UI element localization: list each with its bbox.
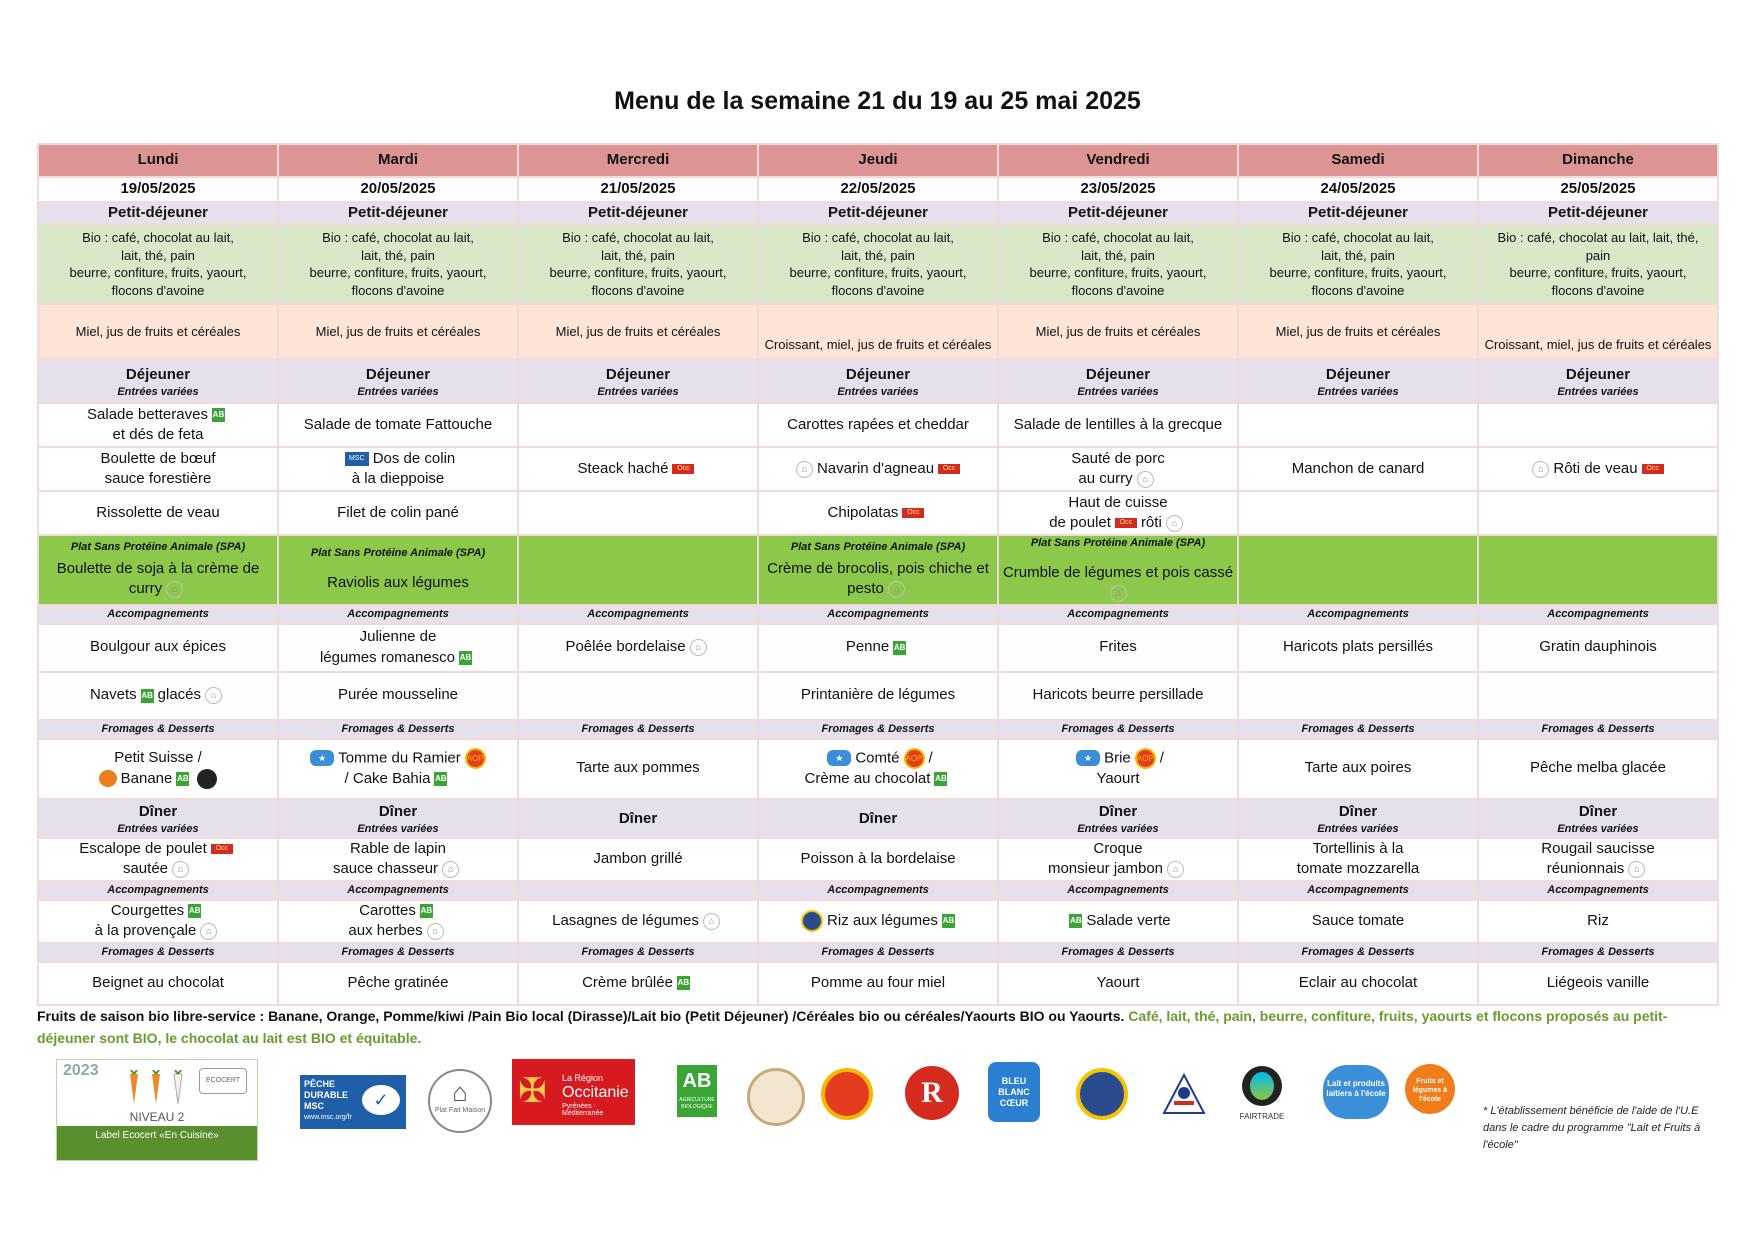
day-date: 19/05/2025	[38, 177, 278, 202]
dinner-sides-label: Accompagnements	[758, 881, 998, 900]
dinner-desserts-label: Fromages & Desserts	[1478, 943, 1718, 962]
footer-green-text: Café, lait, thé, pain, beurre, confiture, fruits, yaourts et flocons proposés au petit-déjeuner sont BIO, le chocolat au lait est BIO et équitable.	[37, 1008, 1668, 1046]
side-dish: Purée mousseline	[278, 672, 518, 720]
breakfast-bio: Bio : café, chocolat au lait, lait, thé, pain beurre, confiture, fruits, yaourt, flocons d'avoine	[1478, 224, 1718, 304]
sides-label: Accompagnements	[38, 605, 278, 624]
day-date: 20/05/2025	[278, 177, 518, 202]
lunch-header	[518, 359, 758, 403]
desserts-label: Fromages & Desserts	[1238, 720, 1478, 739]
dinner-desserts-label: Fromages & Desserts	[758, 943, 998, 962]
dinner-desserts-label: Fromages & Desserts	[518, 943, 758, 962]
ecocert-label: Label Ecocert «En Cuisine»	[57, 1126, 257, 1160]
lunch-main: Manchon de canard	[1238, 447, 1478, 491]
side-dish: Gratin dauphinois	[1478, 624, 1718, 672]
lunch-main2-empty	[1478, 491, 1718, 535]
day-date: 22/05/2025	[758, 177, 998, 202]
desserts-label: Fromages & Desserts	[278, 720, 518, 739]
entrees-label: Entrées variées	[837, 385, 919, 398]
breakfast-bio: Bio : café, chocolat au lait, lait, thé, pain beurre, confiture, fruits, yaourt, flocons d'avoine	[518, 224, 758, 304]
fait-maison-icon: ⌂	[888, 581, 905, 598]
dinner-entree: Rougail saucisse réunionnais ⌂	[1478, 838, 1718, 881]
day-name: Samedi	[1238, 144, 1478, 177]
fait-maison-icon: ⌂	[690, 639, 707, 656]
lunch-entree-row	[38, 403, 1718, 447]
dinner-entrees-label: Entrées variées	[357, 822, 439, 835]
dinner-dessert: Crème brûlée AB	[518, 962, 758, 1005]
fairtrade-icon	[197, 769, 217, 789]
lunch-main2-row	[38, 491, 1718, 535]
side-dish: Printanière de légumes	[758, 672, 998, 720]
fait-maison-icon: ⌂	[442, 861, 459, 878]
breakfast-title: Petit-déjeuner	[518, 202, 758, 224]
aop-logo	[821, 1068, 873, 1120]
sides-label: Accompagnements	[518, 605, 758, 624]
breakfast-bio: Bio : café, chocolat au lait, lait, thé, pain beurre, confiture, fruits, yaourt, flocons d'avoine	[998, 224, 1238, 304]
dinner-entrees-label: Entrées variées	[1077, 822, 1159, 835]
label-seal-logo	[747, 1068, 805, 1126]
occitanie-region-icon: Occ	[672, 464, 694, 474]
lunch-main2: Haut de cuisse de poulet Occ rôti ⌂	[998, 491, 1238, 535]
rooster-icon	[1160, 1073, 1208, 1115]
dinner-title: Dîner	[618, 810, 658, 828]
spa-row	[38, 535, 1718, 604]
breakfast-extra: Miel, jus de fruits et céréales	[1238, 304, 1478, 359]
occitanie-cross-icon: ✠	[518, 1072, 547, 1110]
bleu-blanc-coeur-logo: BLEU BLANC CŒUR	[988, 1062, 1040, 1122]
desserts-label: Fromages & Desserts	[518, 720, 758, 739]
lait-ecole-icon: ★	[310, 750, 334, 766]
day-date: 25/05/2025	[1478, 177, 1718, 202]
lunch-main: MSC Dos de colin à la dieppoise	[278, 447, 518, 491]
dinner-side: Sauce tomate	[1238, 900, 1478, 943]
sides-label: Accompagnements	[758, 605, 998, 624]
breakfast-extra: Miel, jus de fruits et céréales	[38, 304, 278, 359]
spa-cell: Plat Sans Protéine Animale (SPA) Crème de brocolis, pois chiche et pesto ⌂	[758, 535, 998, 604]
dinner-sides-label-row	[38, 881, 1718, 900]
spa-cell-empty	[1478, 535, 1718, 604]
lunch-main: Steack haché Occ	[518, 447, 758, 491]
dinner-entree: Croque monsieur jambon ⌂	[998, 838, 1238, 881]
lunch-entree: Salade de lentilles à la grecque	[998, 403, 1238, 447]
ab-organic-icon: AB	[434, 772, 447, 786]
spa-cell-empty	[518, 535, 758, 604]
dinner-entrees-label: Entrées variées	[1317, 822, 1399, 835]
breakfast-extra: Croissant, miel, jus de fruits et céréales	[758, 304, 998, 359]
lunch-main2: Rissolette de veau	[38, 491, 278, 535]
dinner-entree: Poisson à la bordelaise	[758, 838, 998, 881]
lunch-title: Déjeuner	[1565, 365, 1631, 383]
fruits-ecole-icon	[99, 770, 117, 787]
dinner-dessert: Pêche gratinée	[278, 962, 518, 1005]
lunch-title-row	[38, 359, 1718, 403]
breakfast-title: Petit-déjeuner	[1478, 202, 1718, 224]
dinner-dessert: Beignet au chocolat	[38, 962, 278, 1005]
dinner-sides-row	[38, 900, 1718, 943]
lunch-entree-empty	[1478, 403, 1718, 447]
ab-organic-icon: AB	[212, 408, 225, 422]
fait-maison-icon: ⌂	[1532, 461, 1549, 478]
dinner-entrees-label: Entrées variées	[1557, 822, 1639, 835]
fait-maison-icon: ⌂	[205, 687, 222, 704]
breakfast-bio: Bio : café, chocolat au lait, lait, thé, pain beurre, confiture, fruits, yaourt, flocons d'avoine	[758, 224, 998, 304]
ab-organic-icon: AB	[141, 689, 154, 703]
breakfast-extra: Miel, jus de fruits et céréales	[518, 304, 758, 359]
desserts-label-row	[38, 720, 1718, 739]
sides-label: Accompagnements	[278, 605, 518, 624]
spa-label: Plat Sans Protéine Animale (SPA)	[790, 541, 966, 554]
dinner-entree: Rable de lapin sauce chasseur ⌂	[278, 838, 518, 881]
fait-maison-icon: ⌂	[172, 861, 189, 878]
lunch-main2-empty	[518, 491, 758, 535]
day-date: 24/05/2025	[1238, 177, 1478, 202]
side-dish-empty	[518, 672, 758, 720]
lunch-title: Déjeuner	[1325, 365, 1391, 383]
breakfast-title: Petit-déjeuner	[278, 202, 518, 224]
dinner-entree: Tortellinis à la tomate mozzarella	[1238, 838, 1478, 881]
desserts-label: Fromages & Desserts	[758, 720, 998, 739]
day-name: Jeudi	[758, 144, 998, 177]
spa-label: Plat Sans Protéine Animale (SPA)	[70, 541, 246, 554]
desserts-label: Fromages & Desserts	[1478, 720, 1718, 739]
side-dish: Boulgour aux épices	[38, 624, 278, 672]
page-title: Menu de la semaine 21 du 19 au 25 mai 2025	[614, 87, 1141, 115]
breakfast-extra: Croissant, miel, jus de fruits et céréales	[1478, 304, 1718, 359]
entrees-label: Entrées variées	[117, 385, 199, 398]
ab-organic-icon: AB	[188, 904, 201, 918]
region-occitanie-logo: ✠ La Région Occitanie Pyrénées · Méditerranée	[512, 1059, 635, 1125]
entrees-label: Entrées variées	[1077, 385, 1159, 398]
entrees-label: Entrées variées	[357, 385, 439, 398]
ab-organic-icon: AB	[677, 976, 690, 990]
dessert: Tarte aux poires	[1238, 739, 1478, 799]
dinner-desserts-label: Fromages & Desserts	[38, 943, 278, 962]
side-dish: Julienne de légumes romanesco AB	[278, 624, 518, 672]
lunch-title: Déjeuner	[605, 365, 671, 383]
fait-maison-icon: ⌂	[796, 461, 813, 478]
dinner-dessert: Pomme au four miel	[758, 962, 998, 1005]
fait-maison-icon: ⌂	[1110, 585, 1127, 602]
dessert: Tarte aux pommes	[518, 739, 758, 799]
dinner-desserts-label: Fromages & Desserts	[998, 943, 1238, 962]
occitanie-region-icon: Occ	[1642, 464, 1664, 474]
lunch-header	[1238, 359, 1478, 403]
fait-maison-icon: ⌂	[1137, 471, 1154, 488]
dinner-side: AB Salade verte	[998, 900, 1238, 943]
dinner-side: Carottes AB aux herbes ⌂	[278, 900, 518, 943]
lunch-title: Déjeuner	[1085, 365, 1151, 383]
dates-row	[38, 177, 1718, 202]
side-dish: Poêlée bordelaise ⌂	[518, 624, 758, 672]
side-dish: Haricots beurre persillade	[998, 672, 1238, 720]
lunch-main2: Chipolatas Occ	[758, 491, 998, 535]
ab-organic-icon: AB	[420, 904, 433, 918]
sides-label: Accompagnements	[998, 605, 1238, 624]
label-rouge-logo: R	[905, 1066, 959, 1120]
dinner-header	[1238, 799, 1478, 838]
dinner-side: Lasagnes de légumes ⌂	[518, 900, 758, 943]
ecocert-logo	[56, 1059, 258, 1161]
side-dish-empty	[1238, 672, 1478, 720]
dinner-entrees-label: Entrées variées	[117, 822, 199, 835]
breakfast-extra-row	[38, 304, 1718, 359]
lunch-entree-empty	[1238, 403, 1478, 447]
fish-icon: ✓	[362, 1085, 400, 1115]
side-dish: Haricots plats persillés	[1238, 624, 1478, 672]
lunch-main: ⌂ Rôti de veau Occ	[1478, 447, 1718, 491]
side-dish: Frites	[998, 624, 1238, 672]
fairtrade-logo: FAIRTRADE	[1232, 1066, 1292, 1130]
dinner-title: Dîner	[378, 802, 418, 820]
igp-icon	[801, 910, 823, 932]
dinner-sides-label: Accompagnements	[1478, 881, 1718, 900]
lunch-main: Sauté de porc au curry ⌂	[998, 447, 1238, 491]
lunch-entree: Salade betteraves AB et dés de feta	[38, 403, 278, 447]
days-row	[38, 144, 1718, 177]
day-name: Dimanche	[1478, 144, 1718, 177]
weekly-menu-table	[37, 143, 1719, 1006]
dinner-title: Dîner	[1578, 802, 1618, 820]
dinner-dessert: Liégeois vanille	[1478, 962, 1718, 1005]
ab-organic-icon: AB	[934, 772, 947, 786]
desserts-label: Fromages & Desserts	[38, 720, 278, 739]
lunch-header	[758, 359, 998, 403]
fait-maison-icon: ⌂	[166, 581, 183, 598]
breakfast-bio: Bio : café, chocolat au lait, lait, thé, pain beurre, confiture, fruits, yaourt, flocons d'avoine	[38, 224, 278, 304]
dinner-sides-label: Accompagnements	[278, 881, 518, 900]
msc-logo: PÊCHE DURABLE MSC www.msc.org/fr ✓	[300, 1075, 406, 1129]
dessert: ★ Brie AOP / Yaourt	[998, 739, 1238, 799]
fait-maison-icon: ⌂	[1167, 861, 1184, 878]
dinner-title: Dîner	[138, 802, 178, 820]
dinner-side: Riz	[1478, 900, 1718, 943]
ecocert-level: NIVEAU 2	[129, 1110, 185, 1124]
lait-ecole-logo: Lait et produits laitiers à l'école	[1323, 1065, 1389, 1119]
lunch-main-row	[38, 447, 1718, 491]
dinner-desserts-label: Fromages & Desserts	[278, 943, 518, 962]
ab-agriculture-bio-logo: AB AGRICULTURE BIOLOGIQUE	[677, 1065, 717, 1117]
dinner-dessert: Eclair au chocolat	[1238, 962, 1478, 1005]
dinner-header	[758, 799, 998, 838]
sides-row-2	[38, 672, 1718, 720]
day-name: Vendredi	[998, 144, 1238, 177]
spa-label: Plat Sans Protéine Animale (SPA)	[1030, 537, 1206, 550]
day-date: 23/05/2025	[998, 177, 1238, 202]
sides-label: Accompagnements	[1238, 605, 1478, 624]
entrees-label: Entrées variées	[1557, 385, 1639, 398]
breakfast-title-row	[38, 202, 1718, 224]
day-name: Mercredi	[518, 144, 758, 177]
volaille-francaise-logo	[1160, 1073, 1208, 1115]
spa-cell-empty	[1238, 535, 1478, 604]
fait-maison-icon: ⌂	[1628, 861, 1645, 878]
breakfast-title: Petit-déjeuner	[998, 202, 1238, 224]
eu-aid-note: * L'établissement bénéficie de l'aide de l'U.E dans le cadre du programme "Lait et Fruits à l'école"	[1483, 1105, 1701, 1152]
lunch-entree: Carottes rapées et cheddar	[758, 403, 998, 447]
aop-icon: AOP	[465, 748, 486, 769]
entrees-label: Entrées variées	[1317, 385, 1399, 398]
breakfast-extra: Miel, jus de fruits et céréales	[998, 304, 1238, 359]
day-name: Mardi	[278, 144, 518, 177]
side-dish: Navets AB glacés ⌂	[38, 672, 278, 720]
lunch-entree-empty	[518, 403, 758, 447]
dinner-sides-label: Accompagnements	[1238, 881, 1478, 900]
aop-icon: AOP	[1135, 748, 1156, 769]
lunch-header	[998, 359, 1238, 403]
lunch-main2-empty	[1238, 491, 1478, 535]
dinner-header	[518, 799, 758, 838]
ab-organic-icon: AB	[459, 651, 472, 665]
dinner-dessert: Yaourt	[998, 962, 1238, 1005]
dinner-desserts-label: Fromages & Desserts	[1238, 943, 1478, 962]
day-date: 21/05/2025	[518, 177, 758, 202]
spa-cell: Plat Sans Protéine Animale (SPA) Boulette de soja à la crème de curry ⌂	[38, 535, 278, 604]
lunch-title: Déjeuner	[845, 365, 911, 383]
aop-icon: AOP	[904, 748, 925, 769]
dinner-desserts-label-row	[38, 943, 1718, 962]
dinner-header	[1478, 799, 1718, 838]
footer-black-text: Fruits de saison bio libre-service : Banane, Orange, Pomme/kiwi /Pain Bio local (Dirasse)/Lait bio (Petit Déjeuner) /Céréales bio ou céréales/Yaourts BIO ou Yaourts.	[37, 1008, 1125, 1024]
lunch-title: Déjeuner	[365, 365, 431, 383]
carrots-icon	[122, 1070, 192, 1106]
ab-organic-icon: AB	[176, 772, 189, 786]
igp-logo	[1076, 1068, 1128, 1120]
breakfast-title: Petit-déjeuner	[38, 202, 278, 224]
dinner-header	[278, 799, 518, 838]
occitanie-region-icon: Occ	[902, 508, 924, 518]
dessert: Petit Suisse / Banane AB	[38, 739, 278, 799]
lunch-main: Boulette de bœuf sauce forestière	[38, 447, 278, 491]
fruits-ecole-logo: Fruits et légumes à l'école	[1405, 1064, 1455, 1114]
occitanie-region-icon: Occ	[211, 844, 233, 854]
ab-organic-icon: AB	[893, 641, 906, 655]
dinner-title: Dîner	[858, 810, 898, 828]
ecocert-year: 2023	[63, 1062, 99, 1079]
ecocert-stamp-icon: ECOCERT	[199, 1068, 247, 1094]
occitanie-region-icon: Occ	[938, 464, 960, 474]
house-icon: ⌂	[452, 1077, 468, 1107]
breakfast-title: Petit-déjeuner	[1238, 202, 1478, 224]
fait-maison-icon: ⌂	[427, 923, 444, 940]
dinner-side: Courgettes AB à la provençale ⌂	[38, 900, 278, 943]
fait-maison-icon: ⌂	[703, 913, 720, 930]
dinner-desserts-row	[38, 962, 1718, 1005]
breakfast-bio-row	[38, 224, 1718, 304]
spa-cell: Plat Sans Protéine Animale (SPA) Raviolis aux légumes	[278, 535, 518, 604]
dinner-entree: Jambon grillé	[518, 838, 758, 881]
occitanie-region-icon: Occ	[1115, 518, 1137, 528]
spa-label: Plat Sans Protéine Animale (SPA)	[310, 547, 486, 560]
fairtrade-icon	[1242, 1066, 1282, 1106]
dessert: Pêche melba glacée	[1478, 739, 1718, 799]
ab-organic-icon: AB	[1069, 914, 1082, 928]
dinner-title: Dîner	[1098, 802, 1138, 820]
lunch-main2: Filet de colin pané	[278, 491, 518, 535]
lait-ecole-icon: ★	[827, 750, 851, 766]
breakfast-extra: Miel, jus de fruits et céréales	[278, 304, 518, 359]
dinner-header	[998, 799, 1238, 838]
dessert: ★ Comté AOP / Crème au chocolat AB	[758, 739, 998, 799]
sides-label: Accompagnements	[1478, 605, 1718, 624]
lunch-header	[278, 359, 518, 403]
msc-icon: MSC	[345, 452, 369, 466]
breakfast-title: Petit-déjeuner	[758, 202, 998, 224]
dinner-sides-label	[518, 881, 758, 900]
dinner-header	[38, 799, 278, 838]
sides-row-1	[38, 624, 1718, 672]
lunch-entree: Salade de tomate Fattouche	[278, 403, 518, 447]
day-name: Lundi	[38, 144, 278, 177]
fait-maison-logo: ⌂ Plat Fait Maison	[428, 1069, 492, 1133]
dinner-side: Riz aux légumes AB	[758, 900, 998, 943]
dinner-entree: Escalope de poulet Occ sautée ⌂	[38, 838, 278, 881]
lunch-main: ⌂ Navarin d'agneau Occ	[758, 447, 998, 491]
dinner-sides-label: Accompagnements	[38, 881, 278, 900]
dinner-title: Dîner	[1338, 802, 1378, 820]
fait-maison-icon: ⌂	[1166, 515, 1183, 532]
ab-organic-icon: AB	[942, 914, 955, 928]
breakfast-bio: Bio : café, chocolat au lait, lait, thé, pain beurre, confiture, fruits, yaourt, flocons d'avoine	[1238, 224, 1478, 304]
desserts-label: Fromages & Desserts	[998, 720, 1238, 739]
side-dish: Penne AB	[758, 624, 998, 672]
fait-maison-icon: ⌂	[200, 923, 217, 940]
lunch-title: Déjeuner	[125, 365, 191, 383]
entrees-label: Entrées variées	[597, 385, 679, 398]
footer-note	[37, 1006, 1717, 1049]
dinner-sides-label: Accompagnements	[998, 881, 1238, 900]
dessert: ★ Tomme du Ramier AOP / Cake Bahia AB	[278, 739, 518, 799]
desserts-row	[38, 739, 1718, 799]
lunch-header	[38, 359, 278, 403]
breakfast-bio: Bio : café, chocolat au lait, lait, thé, pain beurre, confiture, fruits, yaourt, flocons d'avoine	[278, 224, 518, 304]
side-dish-empty	[1478, 672, 1718, 720]
sides-label-row	[38, 605, 1718, 624]
lunch-header	[1478, 359, 1718, 403]
spa-cell: Plat Sans Protéine Animale (SPA) Crumble de légumes et pois cassé⌂	[998, 535, 1238, 604]
lait-ecole-icon: ★	[1076, 750, 1100, 766]
dinner-title-row	[38, 799, 1718, 838]
dinner-entree-row	[38, 838, 1718, 881]
